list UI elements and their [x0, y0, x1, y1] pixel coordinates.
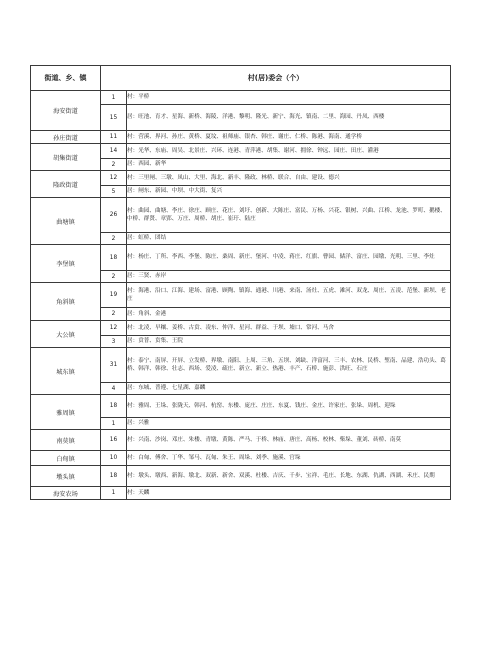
committee-list: 村：北凌、早穰、姜桥、古贲、凌东、仲洋、星河、群益、于坝、墟口、常河、马舍	[127, 321, 451, 336]
committee-list: 居：西园、新华	[127, 159, 451, 171]
town-name: 角斜镇	[31, 283, 101, 321]
committee-list: 村：白甸、傅舍、丁华、邹马、瓦甸、朱王、周垛、刘季、施溪、官垛	[127, 451, 451, 466]
town-name: 海安农场	[31, 487, 101, 500]
committee-count: 2	[101, 271, 127, 283]
town-name: 城东镇	[31, 348, 101, 395]
committee-count: 15	[101, 105, 127, 131]
committee-count: 19	[101, 283, 127, 308]
committee-count: 4	[101, 383, 127, 395]
committee-count: 3	[101, 336, 127, 348]
table-row	[31, 348, 451, 383]
table-row	[31, 395, 451, 418]
town-name: 南莫镇	[31, 430, 101, 451]
header-committees: 村(居)委会（个）	[101, 66, 451, 91]
table-row	[31, 487, 451, 500]
committee-list: 村：三里闸、三墩、凤山、大里、海北、新丰、隆政、林桥、联合、自由、建设、德兴	[127, 171, 451, 186]
committee-count: 16	[101, 430, 127, 451]
table-row	[31, 430, 451, 451]
committee-list: 村：雅周、王垛、张陇天、韩河、杭窑、东楼、庞庄、庄庄、东夏、钱庄、金庄、许家庄、张垛、周机、迎垛	[127, 395, 451, 418]
committee-list: 村：平桥	[127, 91, 451, 105]
committee-count: 2	[101, 233, 127, 245]
committee-list: 居：旺池、育才、星海、新桥、海陵、洋港、黎明、隆光、新宁、海光、镇南、二里、海园、丹凤、西楼	[127, 105, 451, 131]
table-row	[31, 466, 451, 487]
table-body	[31, 91, 451, 500]
committee-list: 居：贲普、贲集、王院	[127, 336, 451, 348]
town-name: 墩头镇	[31, 466, 101, 487]
committee-list: 村：光华、东庙、周吴、北景庄、兴环、连港、青萍港、胡集、谢河、拥徐、钟远、园庄、田庄、灌港	[127, 144, 451, 159]
table-row	[31, 91, 451, 105]
committee-list: 居：三贤、赤岸	[127, 271, 451, 283]
committee-list: 居：虹桥、团结	[127, 233, 451, 245]
table-row	[31, 131, 451, 144]
committee-list: 村：兴南、沙岗、邓庄、朱楼、青墩、黄陈、严马、于桥、林庙、唐庄、高杨、校林、柴垛、董刘、砖桥、南莫	[127, 430, 451, 451]
committee-count: 1	[101, 418, 127, 430]
town-name: 李堡镇	[31, 245, 101, 283]
town-name: 胡集街道	[31, 144, 101, 171]
committee-count: 1	[101, 91, 127, 105]
committee-count: 31	[101, 348, 127, 383]
committee-count: 5	[101, 186, 127, 198]
table-row	[31, 198, 451, 233]
town-name: 曲塘镇	[31, 198, 101, 245]
committee-count: 10	[101, 451, 127, 466]
table-row	[31, 144, 451, 159]
committee-list: 村：天麟	[127, 487, 451, 500]
committee-count: 18	[101, 395, 127, 418]
table-row	[31, 171, 451, 186]
town-name: 雅周镇	[31, 395, 101, 430]
table-header-row	[31, 66, 451, 91]
committee-count: 2	[101, 159, 127, 171]
header-town: 街道、乡、镇	[31, 66, 101, 91]
committee-count: 26	[101, 198, 127, 233]
town-name: 海安街道	[31, 91, 101, 131]
town-name: 孙庄街道	[31, 131, 101, 144]
committee-list: 村：墩头、墩西、新海、墩北、双新、新舍、双溪、杜楼、吉庆、千步、宝祥、毛庄、长地、东湖、仇湖、西湖、禾庄、民期	[127, 466, 451, 487]
committee-list: 村：海港、沿口、江海、建场、富港、顾陶、镇海、通港、川港、来南、汤灶、五虎、滩河、双龙、周庄、五凌、范堡、新坝、老庄	[127, 283, 451, 308]
committee-list: 居：兴雅	[127, 418, 451, 430]
committee-count: 18	[101, 466, 127, 487]
committee-list: 村：杨庄、丁所、李西、李堡、陈庄、桑周、新庄、堡河、中凌、蒋庄、红旗、曹园、储洋、富庄、园墩、光明、三里、李灶	[127, 245, 451, 271]
table-row	[31, 451, 451, 466]
table-row	[31, 245, 451, 271]
committee-count: 11	[101, 131, 127, 144]
committee-count: 2	[101, 308, 127, 321]
committee-count: 1	[101, 487, 127, 500]
committee-list: 村：泰宁、南屏、开屏、立发桥、界墩、南阳、上周、三角、五坝、刘缺、洋富河、三丰、农林、民桥、堑南、品建、浩功头、葛桥、韩洋、韩徐、壮志、西场、爱凌、疏庄、新立、新立、热港、丰产、石桥、施彭、洪旺、石庄	[127, 348, 451, 383]
admin-division-table	[30, 65, 451, 500]
table-row	[31, 321, 451, 336]
town-name: 隆政街道	[31, 171, 101, 198]
committee-list: 村：营溪、界河、孙庄、黄桥、夏坟、祖师庙、银杏、韩庄、谢庄、仁桥、陈港、海南、通学桥	[127, 131, 451, 144]
table-row	[31, 283, 451, 308]
committee-count: 18	[101, 245, 127, 271]
town-name: 大公镇	[31, 321, 101, 348]
town-name: 白甸镇	[31, 451, 101, 466]
committee-count: 12	[101, 171, 127, 186]
committee-list: 居：角斜、金港	[127, 308, 451, 321]
committee-list: 村：曲园、曲塘、李庄、徐庄、顾庄、花庄、刘圩、创新、大陈庄、富民、万杨、兴花、银树、兴曲、江桥、龙池、罗町、鹅楼、中桥、群贤、章郢、万庄、周桥、胡庄、崔玗、陆庄	[127, 198, 451, 233]
committee-list: 居：闸东、新园、中坝、中大街、复兴	[127, 186, 451, 198]
committee-count: 12	[101, 321, 127, 336]
committee-count: 14	[101, 144, 127, 159]
committee-list: 居：东城、普遵、七星湖、嘉麟	[127, 383, 451, 395]
